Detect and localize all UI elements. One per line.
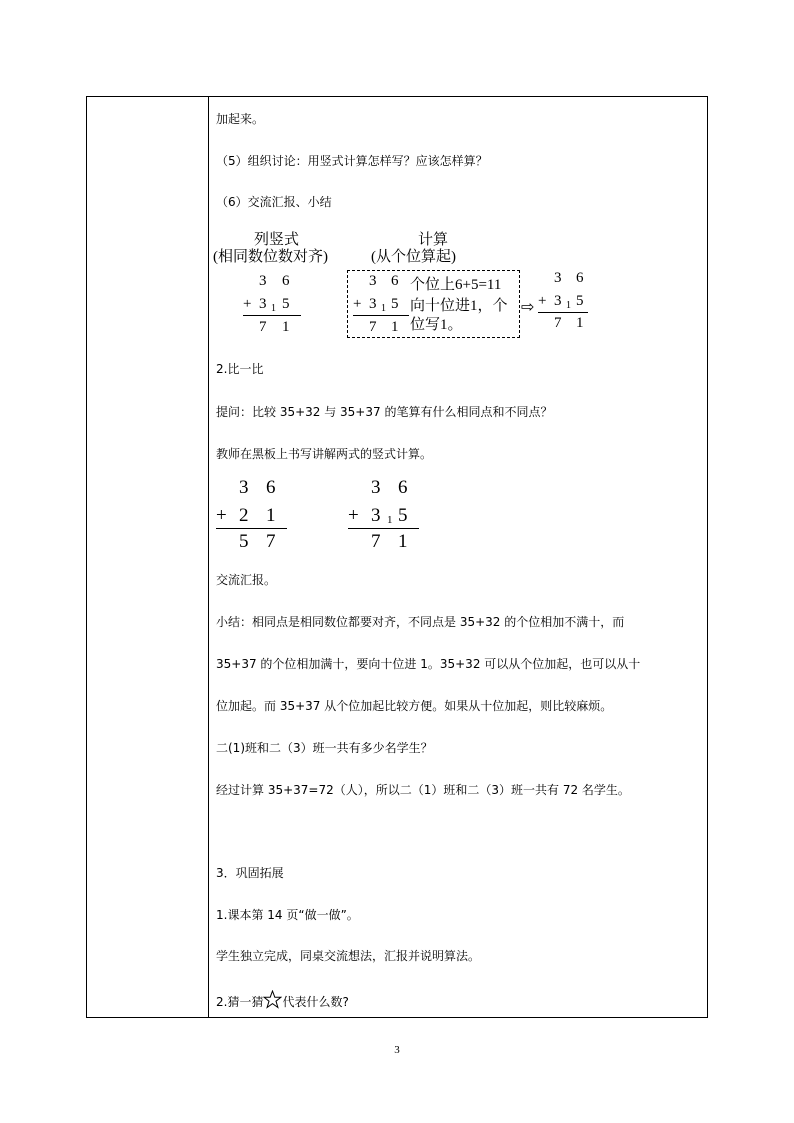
diagram-header-right-2: (从个位算起) [371, 249, 456, 265]
section-heading: 3．巩固拓展 [216, 866, 284, 880]
text-line: 学生独立完成，同桌交流想法，汇报并说明算法。 [216, 949, 481, 963]
text-line: 交流汇报。 [216, 573, 277, 587]
digit: 3 [371, 505, 381, 526]
digit: 5 [391, 296, 399, 312]
explanation-note: 个位上6+5=11 [410, 277, 502, 293]
guess-prefix: 2.猜一猜 [216, 995, 264, 1009]
text-line: 1.课本第 14 页“做一做”。 [216, 908, 359, 922]
digit: 6 [282, 273, 290, 289]
text-line: （5）组织讨论：用竖式计算怎样写？应该怎样算？ [216, 154, 488, 168]
diagram-header-left-2: (相同数位数对齐) [213, 249, 328, 265]
digit: 5 [282, 296, 290, 312]
digit: 3 [371, 477, 381, 498]
digit: 6 [391, 273, 399, 289]
star-icon [263, 990, 282, 1013]
diagram-header-left-1: 列竖式 [254, 232, 300, 248]
digit: 3 [259, 273, 267, 289]
carry-digit: 1 [387, 514, 393, 526]
digit: 3 [369, 273, 377, 289]
text-line: 二(1)班和二（3）班一共有多少名学生？ [216, 741, 433, 755]
digit: 1 [391, 319, 399, 335]
digit: 5 [576, 293, 584, 309]
digit: 3 [259, 296, 267, 312]
text-line: （6）交流汇报、小结 [216, 195, 332, 209]
diagram-header-right-1: 计算 [418, 232, 449, 248]
carry-digit: 1 [381, 303, 386, 314]
explanation-note: 位写1。 [410, 317, 463, 333]
arrow-icon: ⇨ [521, 297, 535, 316]
text-line: 35+37 的个位相加满十，要向十位进 1。35+32 可以从个位加起，也可以从十 [216, 657, 641, 671]
sum-line [348, 528, 419, 529]
plus-sign: + [538, 293, 547, 309]
guess-suffix: 代表什么数? [282, 995, 349, 1009]
digit: 3 [239, 477, 249, 498]
digit: 7 [369, 319, 377, 335]
explanation-note: 向十位进1，个 [410, 298, 508, 314]
digit: 3 [554, 270, 562, 286]
digit: 7 [371, 531, 381, 552]
digit: 1 [266, 505, 276, 526]
plus-sign: + [353, 296, 362, 312]
digit: 7 [266, 531, 276, 552]
carry-digit: 1 [566, 300, 571, 311]
sum-line [538, 312, 588, 313]
plus-sign: + [348, 505, 359, 526]
plus-sign: + [243, 296, 252, 312]
plus-sign: + [216, 505, 227, 526]
digit: 2 [239, 505, 249, 526]
column-divider [208, 97, 209, 1017]
text-line: 位加起。而 35+37 从个位加起比较方便。如果从十位加起，则比较麻烦。 [216, 699, 613, 713]
text-line: 经过计算 35+37=72（人），所以二（1）班和二（3）班一共有 72 名学生。 [216, 783, 630, 797]
digit: 7 [554, 315, 562, 331]
digit: 3 [554, 293, 562, 309]
carry-digit: 1 [271, 303, 276, 314]
digit: 1 [576, 315, 584, 331]
text-line: 提问：比较 35+32 与 35+37 的笔算有什么相同点和不同点？ [216, 405, 553, 419]
page-number: 3 [394, 1044, 400, 1056]
digit: 3 [369, 296, 377, 312]
text-line: 加起来。 [216, 112, 265, 126]
digit: 5 [398, 505, 408, 526]
sum-line [243, 315, 301, 316]
digit: 6 [576, 270, 584, 286]
digit: 1 [398, 531, 408, 552]
sum-line [216, 528, 287, 529]
digit: 6 [398, 477, 408, 498]
digit: 6 [266, 477, 276, 498]
text-line: 2.比一比 [216, 362, 264, 376]
text-line: 教师在黑板上书写讲解两式的竖式计算。 [216, 447, 433, 461]
digit: 7 [259, 319, 267, 335]
digit: 5 [239, 531, 249, 552]
guess-line [216, 990, 349, 1013]
sum-line [353, 315, 409, 316]
digit: 1 [282, 319, 290, 335]
lesson-table [86, 96, 708, 1018]
text-line: 小结：相同点是相同数位都要对齐，不同点是 35+32 的个位相加不满十，而 [216, 615, 625, 629]
